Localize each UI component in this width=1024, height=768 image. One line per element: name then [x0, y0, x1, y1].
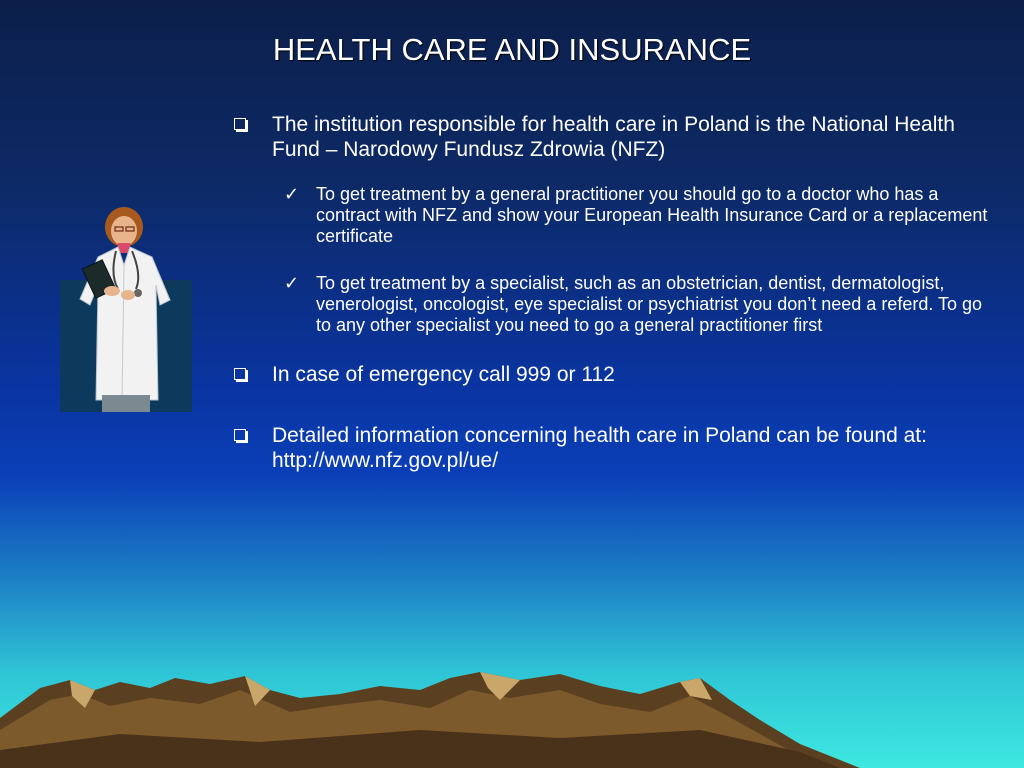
mountain-landscape [0, 660, 1024, 768]
bullet-text: In case of emergency call 999 or 112 [272, 363, 615, 386]
slide-content [232, 112, 992, 495]
bullet-item [232, 112, 992, 162]
square-bullet-icon [234, 118, 246, 130]
checkmark-icon: ✓ [284, 184, 300, 205]
square-bullet-icon [234, 429, 246, 441]
bullet-item [232, 423, 992, 473]
bullet-item [232, 362, 992, 387]
sub-bullet-item [232, 184, 992, 247]
checkmark-icon: ✓ [284, 273, 300, 294]
doctor-illustration [60, 205, 192, 412]
slide-title: HEALTH CARE AND INSURANCE [272, 32, 752, 67]
bullet-text: Detailed information concerning health care in Poland can be found at: http://www.nfz.gov.pl/ue/ [272, 424, 927, 472]
bullet-text: The institution responsible for health care in Poland is the National Health Fund – Narodowy Fundusz Zdrowia (NFZ) [272, 113, 955, 161]
square-bullet-icon [234, 368, 246, 380]
sub-bullet-item [232, 273, 992, 336]
sub-bullet-text: To get treatment by a specialist, such as an obstetrician, dentist, dermatologist, venerologist, oncologist, eye specialist or psychiatrist you don’t need a referd. To go to any other specialist you need to go a general practitioner first [316, 273, 983, 335]
sub-bullet-text: To get treatment by a general practitioner you should go to a doctor who has a contract with NFZ and show your European Health Insurance Card or a replacement certificate [316, 184, 988, 246]
